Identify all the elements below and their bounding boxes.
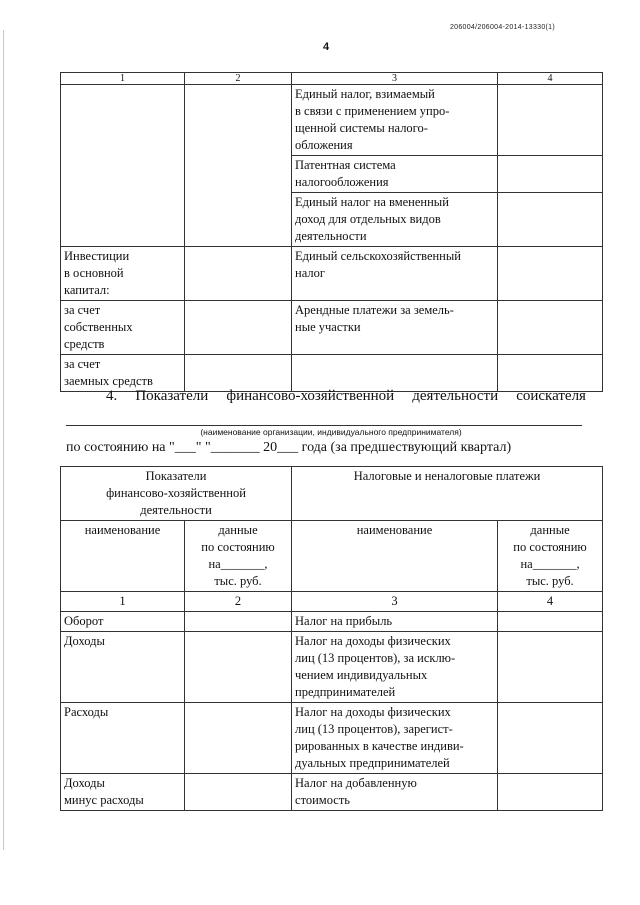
sub-header-row [61, 521, 603, 592]
table-row [61, 85, 603, 156]
table-row [61, 301, 603, 355]
tax-value-cell [498, 301, 603, 355]
tax-value-cell [498, 632, 603, 703]
table-row [61, 355, 603, 392]
tax-name-cell: Единый налог, взимаемый в связи с применением упро- щенной системы налого- обложения [292, 85, 498, 156]
table-row [61, 632, 603, 703]
tax-regime-table [60, 72, 603, 392]
column-number: 4 [498, 73, 603, 85]
document-id: 206004/206004-2014-13330(1) [449, 24, 555, 31]
column-number: 2 [185, 592, 292, 612]
column-number: 1 [61, 73, 185, 85]
tax-value-cell [498, 247, 603, 301]
tax-value-cell [498, 612, 603, 632]
sub-header-data: данные по состоянию на_______, тыс. руб. [185, 521, 292, 592]
sub-header-data: данные по состоянию на_______, тыс. руб. [498, 521, 603, 592]
tax-value-cell [498, 355, 603, 392]
indicator-cell: Расходы [61, 703, 185, 774]
sub-header-name: наименование [292, 521, 498, 592]
tax-value-cell [498, 156, 603, 193]
tax-name-cell: Единый налог на вмененный доход для отдельных видов деятельности [292, 193, 498, 247]
sub-header-name: наименование [61, 521, 185, 592]
value-cell [185, 774, 292, 811]
heading-word: деятельности [412, 388, 499, 404]
tax-name-cell: Налог на доходы физических лиц (13 процентов), зарегист- рированных в качестве индиви- дуальных предпринимателей [292, 703, 498, 774]
column-number: 1 [61, 592, 185, 612]
indicator-cell: Доходы минус расходы [61, 774, 185, 811]
table-row [61, 247, 603, 301]
tax-name-cell: Арендные платежи за земель- ные участки [292, 301, 498, 355]
column-number-row [61, 73, 603, 85]
column-number: 3 [292, 592, 498, 612]
indicator-cell [61, 85, 185, 247]
value-cell [185, 355, 292, 392]
value-cell [185, 703, 292, 774]
page-number: 4 [323, 41, 330, 53]
column-number: 2 [185, 73, 292, 85]
tax-name-cell: Налог на добавленную стоимость [292, 774, 498, 811]
tax-name-cell: Единый сельскохозяйственный налог [292, 247, 498, 301]
section-number: 4. [106, 388, 118, 404]
value-cell [185, 612, 292, 632]
column-number: 3 [292, 73, 498, 85]
tax-value-cell [498, 193, 603, 247]
heading-word: финансово-хозяйственной [226, 388, 395, 404]
as-of-date-line: по состоянию на "___" "_______ 20___ года (за предшествующий квартал) [66, 440, 512, 455]
value-cell [185, 247, 292, 301]
group-header-left: Показатели финансово-хозяйственной деятельности [61, 467, 292, 521]
value-cell [185, 301, 292, 355]
heading-word: Показатели [135, 388, 209, 404]
table-row [61, 774, 603, 811]
tax-name-cell: Налог на доходы физических лиц (13 процентов), за исклю- чением индивидуальных предпринимателей [292, 632, 498, 703]
financial-indicators-table [60, 466, 603, 811]
tax-value-cell [498, 774, 603, 811]
table-row [61, 703, 603, 774]
scan-edge [3, 30, 4, 850]
tax-value-cell [498, 703, 603, 774]
name-line [66, 425, 582, 426]
indicator-cell: за счет заемных средств [61, 355, 185, 392]
value-cell [185, 632, 292, 703]
tax-value-cell [498, 85, 603, 156]
section-heading [60, 388, 602, 405]
group-header-right: Налоговые и неналоговые платежи [292, 467, 603, 521]
heading-word: соискателя [516, 388, 586, 404]
name-caption: (наименование организации, индивидуального предпринимателя) [200, 427, 462, 437]
tax-name-cell: Налог на прибыль [292, 612, 498, 632]
indicator-cell: Инвестиции в основной капитал: [61, 247, 185, 301]
group-header-row [61, 467, 603, 521]
column-number-row [61, 592, 603, 612]
tax-name-cell: Патентная система налогообложения [292, 156, 498, 193]
column-number: 4 [498, 592, 603, 612]
tax-name-cell [292, 355, 498, 392]
indicator-cell: Доходы [61, 632, 185, 703]
indicator-cell: Оборот [61, 612, 185, 632]
value-cell [185, 85, 292, 247]
indicator-cell: за счет собственных средств [61, 301, 185, 355]
table-row [61, 612, 603, 632]
